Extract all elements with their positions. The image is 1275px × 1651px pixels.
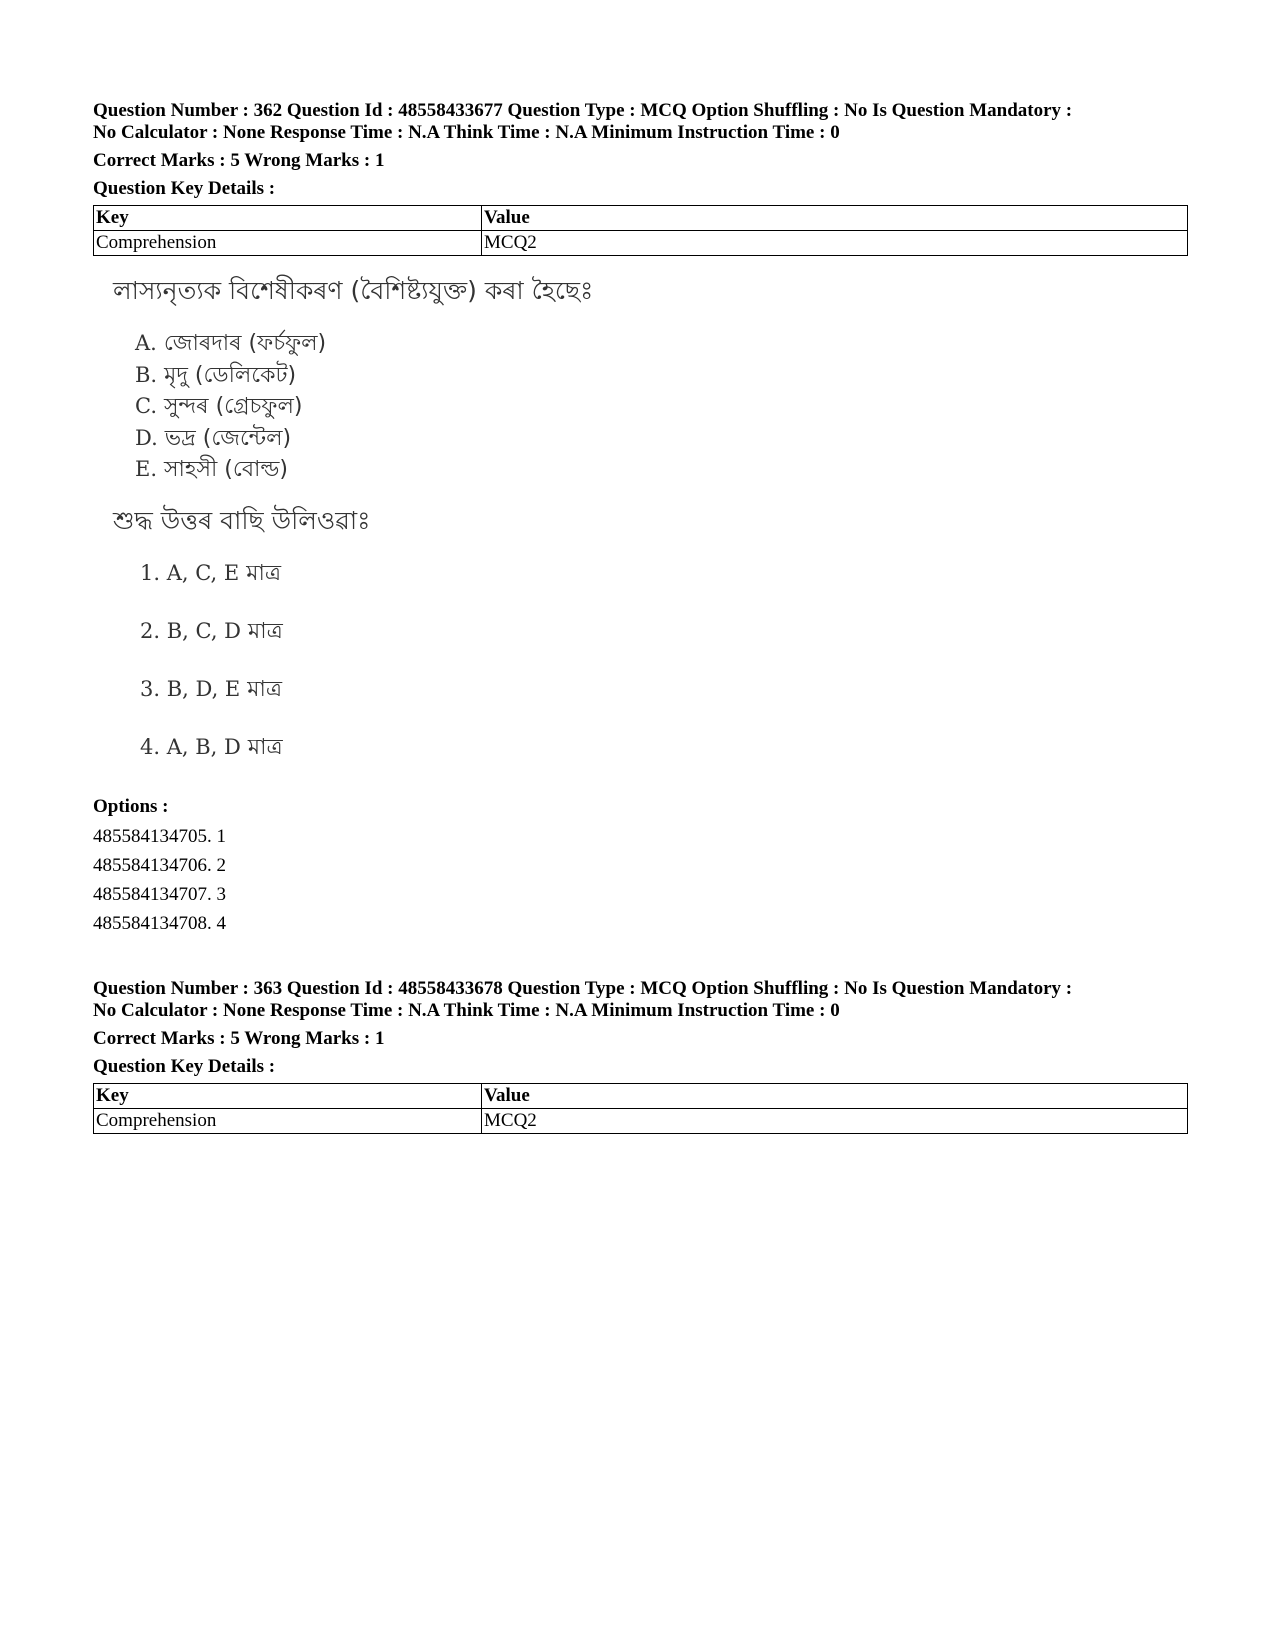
table-row	[94, 231, 1188, 256]
option-item: 485584134707. 3	[93, 883, 226, 905]
statement-label: E.	[135, 457, 158, 481]
table-header-value: Value	[482, 206, 1188, 231]
table-header-row	[94, 206, 1188, 231]
choice-3	[140, 674, 1188, 732]
statement-list	[135, 328, 1188, 486]
question-meta-line-2: No Calculator : None Response Time : N.A Think Time : N.A Minimum Instruction Time : 0	[93, 999, 840, 1021]
question-instruction: শুদ্ধ উত্তৰ বাছি উলিওৱাঃ	[113, 505, 371, 535]
table-row	[94, 1108, 1188, 1133]
options-label: Options :	[93, 795, 169, 817]
table-header-value: Value	[482, 1083, 1188, 1108]
table-header-key: Key	[94, 206, 482, 231]
option-item: 485584134708. 4	[93, 912, 226, 934]
table-header-key: Key	[94, 1083, 482, 1108]
statement-a	[135, 328, 1188, 360]
statement-c	[135, 391, 1188, 423]
statement-text: সাহসী (বোল্ড)	[164, 457, 288, 482]
question-meta-line-1: Question Number : 363 Question Id : 48558433678 Question Type : MCQ Option Shuffling : No Is Question Mandatory :	[93, 977, 1073, 999]
statement-d	[135, 423, 1188, 455]
statement-label: C.	[135, 394, 157, 418]
choice-label: 1. A, C, E	[140, 560, 240, 585]
table-cell-key: Comprehension	[94, 1108, 482, 1133]
statement-label: D.	[135, 425, 158, 450]
choice-list	[140, 558, 1188, 790]
question-key-table	[93, 1083, 1188, 1134]
question-text: লাস্যনৃত্যক বিশেষীকৰণ (বৈশিষ্ট্যযুক্ত) কৰা হৈছেঃ	[113, 276, 594, 305]
question-meta-line-2: No Calculator : None Response Time : N.A Think Time : N.A Minimum Instruction Time : 0	[93, 122, 840, 143]
statement-text: জোৰদাৰ (ফৰ্চফুল)	[163, 331, 327, 356]
statement-text: সুন্দৰ (গ্ৰেচফুল)	[164, 394, 303, 419]
choice-4	[140, 732, 1188, 790]
question-content	[113, 274, 1188, 790]
choice-text: মাত্ৰ	[246, 560, 281, 586]
choice-label: 3. B, D, E	[140, 676, 241, 701]
choice-2	[140, 616, 1188, 674]
options-list	[93, 822, 1188, 938]
table-cell-value: MCQ2	[482, 231, 1188, 256]
question-block-363	[93, 978, 1188, 1134]
option-item: 485584134706. 2	[93, 854, 226, 876]
option-item: 485584134705. 1	[93, 825, 226, 847]
choice-text: মাত্ৰ	[247, 734, 283, 760]
question-marks: Correct Marks : 5 Wrong Marks : 1	[93, 150, 385, 171]
statement-text: মৃদু (ডেলিকেট)	[164, 362, 297, 388]
choice-text: মাত্ৰ	[248, 618, 283, 644]
choice-label: 2. B, C, D	[140, 618, 242, 643]
choice-1	[140, 558, 1188, 616]
statement-label: A.	[135, 331, 157, 355]
statement-e	[135, 454, 1188, 486]
choice-label: 4. A, B, D	[140, 734, 241, 759]
question-key-details-label: Question Key Details :	[93, 178, 276, 199]
question-key-table	[93, 205, 1188, 256]
statement-label: B.	[135, 362, 158, 387]
question-block-362	[93, 100, 1188, 938]
table-cell-value: MCQ2	[482, 1108, 1188, 1133]
table-header-row	[94, 1083, 1188, 1108]
table-cell-key: Comprehension	[94, 231, 482, 256]
document-page	[93, 100, 1188, 1134]
question-meta-line-1: Question Number : 362 Question Id : 48558433677 Question Type : MCQ Option Shuffling : No Is Question Mandatory :	[93, 100, 1073, 121]
choice-text: মাত্ৰ	[247, 676, 283, 702]
question-key-details-label: Question Key Details :	[93, 1055, 276, 1077]
statement-b	[135, 360, 1188, 392]
question-marks: Correct Marks : 5 Wrong Marks : 1	[93, 1027, 385, 1049]
statement-text: ভদ্ৰ (জেন্টেল)	[164, 425, 292, 451]
